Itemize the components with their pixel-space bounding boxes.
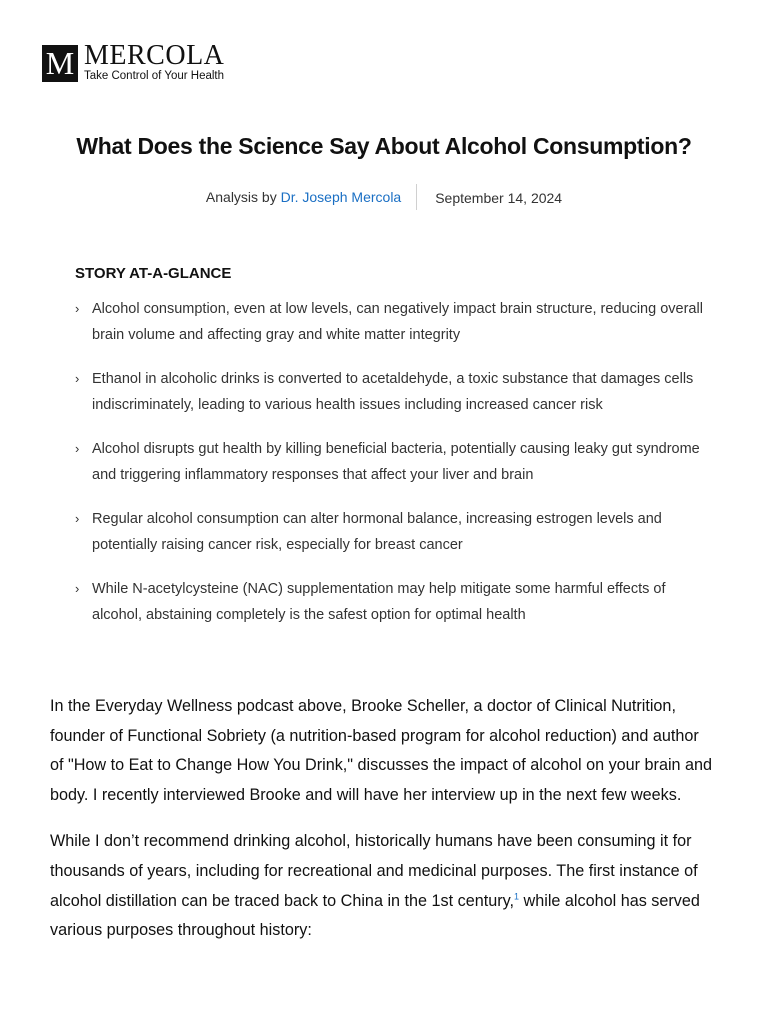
publish-date: September 14, 2024 bbox=[435, 190, 563, 206]
byline-prefix: Analysis by bbox=[205, 189, 277, 205]
logo-tagline: Take Control of Your Health bbox=[84, 70, 225, 82]
chevron-right-icon: › bbox=[75, 581, 80, 596]
chevron-right-icon: › bbox=[75, 511, 80, 526]
chevron-right-icon: › bbox=[75, 441, 80, 456]
glance-item: › Ethanol in alcoholic drinks is converted to acetaldehyde, a toxic substance that damages cells indiscriminately, leading to various health issues including increased cancer risk bbox=[75, 366, 705, 418]
byline bbox=[0, 184, 768, 210]
article-title: What Does the Science Say About Alcohol Consumption? bbox=[76, 133, 692, 159]
site-logo[interactable] bbox=[42, 40, 225, 83]
chevron-right-icon: › bbox=[75, 371, 80, 386]
glance-heading: STORY AT-A-GLANCE bbox=[75, 265, 232, 282]
article-body bbox=[50, 692, 714, 963]
reference-link[interactable]: 1 bbox=[514, 891, 520, 902]
story-at-a-glance bbox=[75, 265, 705, 646]
body-paragraph: While I don’t recommend drinking alcohol, historically humans have been consuming it for thousands of years, including for recreational and medicinal purposes. The first instance of alcohol distillation can be traced back to China in the 1st century,$^1$ while alcohol has served various purposes throughout history: bbox=[50, 832, 700, 940]
author-link[interactable]: Dr. Joseph Mercola bbox=[280, 189, 402, 205]
glance-item: › Alcohol consumption, even at low levels, can negatively impact brain structure, reducing overall brain volume and affecting gray and white matter integrity bbox=[75, 296, 705, 348]
chevron-right-icon: › bbox=[75, 301, 80, 316]
glance-item: › Regular alcohol consumption can alter hormonal balance, increasing estrogen levels and potentially raising cancer risk, especially for breast cancer bbox=[75, 506, 705, 558]
glance-item: › While N-acetylcysteine (NAC) supplementation may help mitigate some harmful effects of alcohol, abstaining completely is the safest option for optimal health bbox=[75, 576, 705, 628]
logo-mark: M bbox=[42, 45, 78, 82]
glance-item: › Alcohol disrupts gut health by killing beneficial bacteria, potentially causing leaky gut syndrome and triggering inflammatory responses that affect your liver and brain bbox=[75, 436, 705, 488]
body-paragraph: In the Everyday Wellness podcast above, Brooke Scheller, a doctor of Clinical Nutrition, founder of Functional Sobriety (a nutrition-based program for alcohol reduction) and author of "How to Eat to Change How You Drink," discusses the impact of alcohol on your brain and body. I recently interviewed Brooke and will have her interview up in the next few weeks. bbox=[50, 697, 713, 804]
logo-name: MERCOLA bbox=[84, 40, 225, 71]
